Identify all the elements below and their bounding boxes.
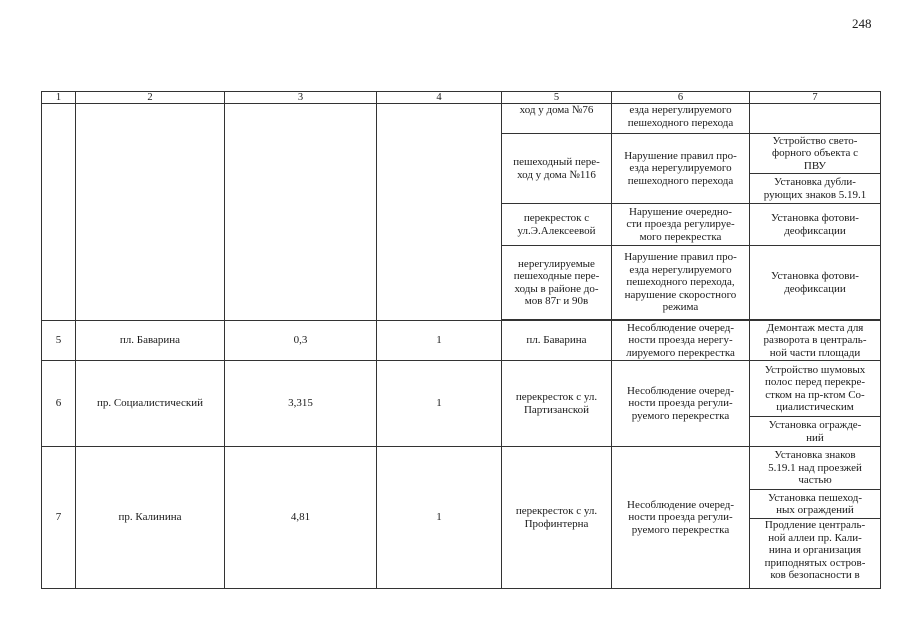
cell-violation: Несоблюдение очеред- ности проезда нерегу- лируемого перекрестка xyxy=(612,321,750,361)
cell-num xyxy=(42,104,76,321)
table-row xyxy=(42,104,881,134)
header-row xyxy=(42,92,881,104)
cell-measure: Установка пешеход- ных ограждений xyxy=(750,490,881,519)
cell-length: 3,315 xyxy=(225,361,377,447)
cell-measure: Продление централь- ной аллеи пр. Кали- нина и организация приподнятых остров- ков безопасности в xyxy=(750,519,881,589)
cell-location: перекресток с ул. Профинтерна xyxy=(502,447,612,589)
table-row xyxy=(42,361,881,417)
cell-street xyxy=(76,104,225,321)
table-row xyxy=(42,321,881,361)
cell-measure: Устройство шумовых полос перед перекре- стком на пр-ктом Со- циалистическим xyxy=(750,361,881,417)
cell-street: пр. Социалистический xyxy=(76,361,225,447)
cell-violation: Нарушение очередно- сти проезда регулируе- мого перекрестка xyxy=(612,204,750,246)
cell-measure: Установка дубли- рующих знаков 5.19.1 xyxy=(750,174,881,204)
cell-location: перекресток с ул.Э.Алексеевой xyxy=(502,204,612,246)
cell-measure: Устройство свето- форного объекта с ПВУ xyxy=(750,134,881,174)
cell-num: 6 xyxy=(42,361,76,447)
road-safety-table xyxy=(41,91,881,589)
header-cell: 6 xyxy=(612,92,750,104)
table-row xyxy=(42,447,881,490)
cell-length: 4,81 xyxy=(225,447,377,589)
cell-count: 1 xyxy=(377,321,502,361)
cell-street: пл. Баварина xyxy=(76,321,225,361)
cell-location: пл. Баварина xyxy=(502,321,612,361)
cell-violation: Несоблюдение очеред- ности проезда регули- руемого перекрестка xyxy=(612,447,750,589)
cell-measure xyxy=(750,104,881,134)
cell-location: нерегулируемые пешеходные пере- ходы в районе до- мов 87г и 90в xyxy=(502,246,612,320)
cell-street: пр. Калинина xyxy=(76,447,225,589)
cell-violation: Несоблюдение очеред- ности проезда регули- руемого перекрестка xyxy=(612,361,750,447)
header-cell: 3 xyxy=(225,92,377,104)
cell-num: 7 xyxy=(42,447,76,589)
cell-count xyxy=(377,104,502,321)
cell-location: перекресток с ул. Партизанской xyxy=(502,361,612,447)
header-cell: 4 xyxy=(377,92,502,104)
cell-count: 1 xyxy=(377,447,502,589)
cell-measure: Установка огражде- ний xyxy=(750,417,881,447)
header-cell: 7 xyxy=(750,92,881,104)
cell-location: пешеходный пере- ход у дома №116 xyxy=(502,134,612,204)
cell-measure: Установка фотови- деофиксации xyxy=(750,246,881,320)
cell-violation: Нарушение правил про- езда нерегулируемого пешеходного перехода, нарушение скоростного режима xyxy=(612,246,750,320)
cell-location: ход у дома №76 xyxy=(502,104,612,134)
cell-measure: Установка фотови- деофиксации xyxy=(750,204,881,246)
cell-violation: езда нерегулируемого пешеходного перехода xyxy=(612,104,750,134)
cell-num: 5 xyxy=(42,321,76,361)
cell-violation: Нарушение правил про- езда нерегулируемого пешеходного перехода xyxy=(612,134,750,204)
header-cell: 5 xyxy=(502,92,612,104)
header-cell: 1 xyxy=(42,92,76,104)
cell-length xyxy=(225,104,377,321)
cell-measure: Демонтаж места для разворота в централь- ной части площади xyxy=(750,321,881,361)
header-cell: 2 xyxy=(76,92,225,104)
page-number: 248 xyxy=(852,16,872,31)
cell-measure: Установка знаков 5.19.1 над проезжей частью xyxy=(750,447,881,490)
cell-length: 0,3 xyxy=(225,321,377,361)
cell-count: 1 xyxy=(377,361,502,447)
